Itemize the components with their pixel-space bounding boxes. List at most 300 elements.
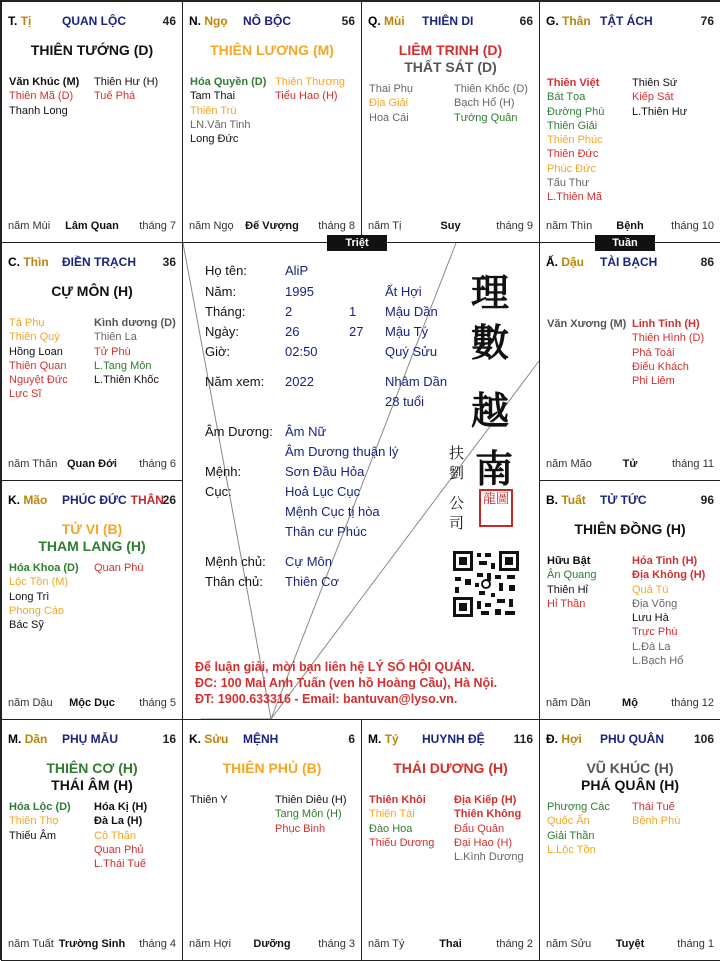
day-can-chi: Mậu Tý bbox=[385, 324, 429, 339]
minor-star: Thiên Hình (D) bbox=[632, 332, 705, 345]
palace-month: tháng 10 bbox=[671, 220, 714, 232]
minor-star: Thiên Đức bbox=[547, 148, 599, 161]
palace-footer bbox=[189, 220, 355, 234]
than-chu-label: Thân chủ: bbox=[205, 574, 263, 589]
palace-month: tháng 2 bbox=[496, 938, 533, 950]
life-stage: Trường Sinh bbox=[58, 938, 126, 950]
minor-star: Đào Hoa bbox=[369, 822, 413, 835]
minor-star: Đường Phù bbox=[547, 105, 605, 118]
major-star: CỰ MÔN (H) bbox=[51, 283, 133, 299]
day-label: Ngày: bbox=[205, 324, 239, 339]
palace-name-text: TẬT ÁCH bbox=[600, 14, 653, 28]
palace-year: năm Dần bbox=[546, 697, 591, 709]
palace-stem: G. bbox=[546, 14, 559, 28]
contact-line-1: Để luận giải, mời bạn liên hệ LÝ SỐ HỘI QUÁN. bbox=[195, 660, 475, 674]
minor-star: Thiên Khôi bbox=[369, 794, 426, 806]
am-duong-value-2: Âm Dương thuận lý bbox=[285, 444, 399, 459]
minor-star: Thiên Phúc bbox=[547, 134, 603, 147]
palace-name-text: PHU QUÂN bbox=[600, 732, 665, 746]
palace-position bbox=[8, 732, 47, 746]
major-star: THIÊN LƯƠNG (M) bbox=[210, 42, 334, 58]
palace-tu-tuc[interactable] bbox=[539, 480, 720, 720]
minor-star: Giải Thần bbox=[547, 829, 595, 842]
minor-star: Phục Binh bbox=[275, 822, 326, 835]
minor-star: Cô Thần bbox=[94, 829, 136, 842]
minor-star: Thiên Diêu (H) bbox=[275, 794, 347, 806]
palace-position bbox=[368, 732, 399, 746]
palace-position bbox=[546, 493, 586, 507]
palace-name bbox=[62, 14, 126, 28]
minor-star: Hóa Lộc (D) bbox=[9, 801, 71, 813]
palace-name-text: TỬ TỨC bbox=[600, 493, 647, 507]
palace-branch: Tý bbox=[384, 732, 399, 746]
palace-year: năm Tị bbox=[368, 220, 402, 232]
palace-year: năm Thân bbox=[8, 458, 58, 470]
minor-star: Trực Phù bbox=[632, 626, 678, 639]
minor-star: Thiên Thọ bbox=[9, 815, 59, 828]
palace-number: 46 bbox=[162, 14, 176, 28]
major-star: VŨ KHÚC (H) bbox=[586, 760, 674, 776]
minor-stars-left bbox=[190, 793, 228, 807]
palace-position bbox=[8, 493, 47, 507]
palace-branch: Tuất bbox=[561, 493, 586, 507]
minor-star: Phi Liêm bbox=[632, 375, 675, 388]
minor-star: Thiên Quan bbox=[9, 359, 67, 372]
minor-stars-left bbox=[369, 82, 413, 125]
qr-code-icon[interactable] bbox=[451, 549, 521, 619]
seal-column-1 bbox=[449, 443, 464, 483]
palace-header bbox=[546, 732, 714, 748]
month-can-chi: Mậu Dần bbox=[385, 304, 438, 319]
year-can-chi: Ất Hợi bbox=[385, 284, 422, 299]
minor-star: L.Thiên Mã bbox=[547, 191, 603, 204]
minor-stars-right bbox=[632, 800, 680, 829]
life-stage: Mộ bbox=[622, 697, 638, 709]
minor-star: Long Đức bbox=[190, 133, 239, 146]
minor-star: Điếu Khách bbox=[632, 360, 689, 373]
palace-position bbox=[189, 14, 228, 28]
minor-star: Đà La (H) bbox=[94, 815, 143, 828]
view-year-label: Năm xem: bbox=[205, 374, 265, 389]
palace-year: năm Tý bbox=[368, 938, 405, 950]
palace-header bbox=[189, 14, 355, 30]
palace-number: 116 bbox=[513, 732, 533, 746]
minor-star: Thanh Long bbox=[9, 104, 68, 117]
contact-phone-email: ĐT: 1900.633316 - Email: bantuvan@lyso.vn. bbox=[195, 692, 458, 706]
minor-star: Hoa Cái bbox=[369, 111, 409, 124]
palace-branch: Mùi bbox=[384, 14, 405, 28]
palace-footer bbox=[8, 458, 176, 472]
minor-stars-left bbox=[547, 317, 626, 331]
minor-star: Thái Tuế bbox=[632, 801, 675, 813]
minor-star: Bệnh Phù bbox=[632, 815, 681, 828]
palace-position bbox=[546, 14, 591, 28]
palace-header bbox=[189, 732, 355, 748]
palace-month: tháng 3 bbox=[318, 938, 355, 950]
palace-name-text: MỆNH bbox=[243, 732, 279, 746]
menh-label: Mệnh: bbox=[205, 464, 242, 479]
menh-chu-value: Cự Môn bbox=[285, 554, 332, 569]
palace-branch: Ngọ bbox=[204, 14, 228, 28]
stamp-text: 龍圖 bbox=[482, 492, 509, 507]
palace-name bbox=[600, 732, 664, 746]
palace-year: năm Dậu bbox=[8, 697, 53, 709]
minor-stars-right bbox=[275, 75, 345, 104]
logo-char-1: 理 bbox=[471, 270, 510, 315]
palace-name-text: PHỤ MẪU bbox=[62, 732, 118, 746]
palace-footer bbox=[546, 220, 714, 234]
palace-footer bbox=[8, 220, 176, 234]
palace-month: tháng 7 bbox=[139, 220, 176, 232]
palace-month: tháng 5 bbox=[139, 697, 176, 709]
palace-header bbox=[8, 732, 176, 748]
minor-star: Phong Cáo bbox=[9, 604, 65, 617]
triet-badge: Triệt bbox=[327, 235, 387, 251]
minor-star: Tiểu Hao (H) bbox=[275, 90, 338, 103]
month-solar: 2 bbox=[285, 304, 293, 319]
palace-year: năm Ngọ bbox=[189, 220, 234, 232]
minor-star: Tang Môn (H) bbox=[275, 808, 342, 821]
palace-stem: M. bbox=[368, 732, 382, 746]
minor-stars-left bbox=[369, 793, 434, 850]
palace-name bbox=[600, 255, 657, 269]
minor-stars-right bbox=[632, 554, 705, 668]
minor-star: L.Bạch Hổ bbox=[632, 655, 684, 668]
minor-stars-right bbox=[454, 82, 528, 125]
tuan-badge: Tuần bbox=[595, 235, 655, 251]
minor-star: Kiếp Sát bbox=[632, 91, 674, 104]
palace-name bbox=[243, 14, 291, 28]
palace-footer bbox=[546, 697, 714, 711]
palace-position bbox=[8, 255, 49, 269]
day-solar: 26 bbox=[285, 324, 300, 339]
minor-star: Địa Kiếp (H) bbox=[454, 794, 517, 806]
palace-month: tháng 4 bbox=[139, 938, 176, 950]
palace-menh[interactable] bbox=[182, 719, 362, 961]
am-duong-label: Âm Dương: bbox=[205, 424, 273, 439]
minor-star: Phá Toái bbox=[632, 346, 675, 359]
minor-star: L.Đà La bbox=[632, 640, 671, 653]
major-star: THAM LANG (H) bbox=[38, 538, 146, 554]
minor-stars-left bbox=[9, 800, 71, 843]
minor-star: Bác Sỹ bbox=[9, 619, 44, 632]
minor-star: Hồng Loan bbox=[9, 345, 63, 358]
minor-stars-left bbox=[9, 561, 79, 632]
palace-branch: Mão bbox=[23, 493, 48, 507]
minor-star: Hóa Quyền (D) bbox=[190, 76, 267, 88]
palace-month: tháng 6 bbox=[139, 458, 176, 470]
palace-header bbox=[8, 255, 176, 271]
month-lunar: 1 bbox=[349, 304, 357, 319]
palace-thien-di[interactable] bbox=[361, 1, 540, 243]
seal-char: 公 bbox=[449, 494, 465, 512]
palace-stem: C. bbox=[8, 255, 20, 269]
minor-star: Ân Quang bbox=[547, 569, 597, 582]
palace-year: năm Tuất bbox=[8, 938, 54, 950]
minor-star: Phượng Các bbox=[547, 801, 610, 813]
month-label: Tháng: bbox=[205, 304, 246, 319]
minor-star: Thiên Hư (H) bbox=[94, 76, 159, 88]
minor-star: Thiên Mã (D) bbox=[9, 90, 74, 103]
minor-star: Thiên La bbox=[94, 331, 137, 344]
minor-star: Tướng Quân bbox=[454, 111, 518, 124]
minor-star: L.Kình Dương bbox=[454, 851, 524, 864]
minor-stars-left bbox=[9, 75, 79, 118]
year-label: Năm: bbox=[205, 284, 237, 299]
palace-header bbox=[368, 14, 533, 30]
palace-name bbox=[62, 255, 136, 269]
minor-star: Lực Sĩ bbox=[9, 388, 42, 401]
palace-footer bbox=[368, 938, 533, 952]
minor-star: Phúc Đức bbox=[547, 162, 596, 175]
minor-stars-left bbox=[547, 76, 604, 205]
palace-header bbox=[8, 493, 176, 509]
life-stage: Quan Đới bbox=[67, 458, 117, 470]
minor-star: Hóa Khoa (D) bbox=[9, 562, 79, 574]
minor-star: Hữu Bật bbox=[547, 555, 591, 567]
name-value: AliP bbox=[285, 263, 309, 278]
palace-branch: Thìn bbox=[23, 255, 49, 269]
day-lunar: 27 bbox=[349, 324, 364, 339]
than-chu-value: Thiên Cơ bbox=[285, 574, 340, 589]
minor-star: Địa Giải bbox=[369, 97, 409, 110]
menh-chu-label: Mệnh chủ: bbox=[205, 554, 266, 569]
palace-month: tháng 1 bbox=[677, 938, 714, 950]
seal-char: 扶 bbox=[449, 444, 465, 462]
palace-position bbox=[8, 14, 31, 28]
minor-star: Thiếu Dương bbox=[369, 836, 435, 849]
palace-name-text: HUYNH ĐỆ bbox=[422, 732, 485, 746]
palace-number: 66 bbox=[519, 14, 533, 28]
palace-position bbox=[546, 732, 582, 746]
palace-year: năm Hợi bbox=[189, 938, 232, 950]
palace-stem: T. bbox=[8, 14, 18, 28]
minor-star: Thiên Hỉ bbox=[547, 583, 588, 596]
name-label: Họ tên: bbox=[205, 263, 247, 278]
life-stage: Thai bbox=[439, 938, 462, 950]
major-star: LIÊM TRINH (D) bbox=[398, 42, 503, 58]
life-stage: Dưỡng bbox=[253, 938, 291, 950]
am-duong-value: Âm Nữ bbox=[285, 424, 327, 439]
view-year-value: 2022 bbox=[285, 374, 314, 389]
minor-star: Thiên Trù bbox=[190, 104, 237, 117]
minor-star: Thiên Thương bbox=[275, 76, 346, 88]
minor-stars-left bbox=[547, 800, 610, 857]
palace-header bbox=[546, 14, 714, 30]
cuc-value: Hoả Lục Cục bbox=[285, 484, 361, 499]
minor-star: Địa Võng bbox=[632, 597, 678, 610]
palace-name bbox=[422, 732, 485, 746]
palace-branch: Dậu bbox=[561, 255, 585, 269]
palace-stem: K. bbox=[8, 493, 20, 507]
palace-phu-mau[interactable] bbox=[1, 719, 183, 961]
life-stage: Đế Vượng bbox=[245, 220, 299, 232]
palace-branch: Sửu bbox=[204, 732, 229, 746]
red-seal-stamp bbox=[479, 489, 513, 527]
palace-stem: Q. bbox=[368, 14, 381, 28]
minor-star: Quả Tú bbox=[632, 583, 669, 596]
minor-star: Linh Tinh (H) bbox=[632, 318, 700, 330]
cuc-value-3: Thân cư Phúc bbox=[285, 524, 367, 539]
palace-year: năm Sửu bbox=[546, 938, 592, 950]
palace-name-text: THIÊN DI bbox=[422, 14, 474, 28]
palace-number: 106 bbox=[693, 732, 714, 746]
logo-char-2: 數 bbox=[471, 320, 510, 365]
major-star: THIÊN CƠ (H) bbox=[46, 760, 138, 776]
view-year-can-chi: Nhâm Dần bbox=[385, 374, 448, 389]
life-stage: Suy bbox=[440, 220, 461, 232]
minor-star: Thiên Quý bbox=[9, 331, 60, 344]
palace-name-text: PHÚC ĐỨC bbox=[62, 493, 127, 507]
seal-char: 劉 bbox=[449, 464, 465, 482]
minor-stars-right bbox=[94, 75, 158, 104]
minor-stars-right bbox=[94, 316, 176, 387]
palace-header bbox=[8, 14, 176, 30]
life-stage: Mộc Dục bbox=[69, 697, 115, 709]
minor-stars-left bbox=[190, 75, 266, 146]
palace-month: tháng 12 bbox=[671, 697, 714, 709]
minor-star: L.Thái Tuế bbox=[94, 858, 146, 871]
minor-star: Bát Tọa bbox=[547, 91, 586, 104]
minor-star: Tả Phụ bbox=[9, 317, 45, 329]
minor-star: Thiên Không bbox=[454, 808, 522, 821]
minor-stars-right bbox=[275, 793, 347, 836]
palace-header bbox=[546, 493, 714, 509]
minor-star: Hỉ Thần bbox=[547, 597, 586, 610]
palace-footer bbox=[546, 938, 714, 952]
minor-star: Tấu Thư bbox=[547, 177, 590, 190]
palace-huynh-de[interactable] bbox=[361, 719, 540, 961]
minor-star: Văn Xương (M) bbox=[547, 318, 627, 330]
minor-star: LN.Văn Tinh bbox=[190, 118, 251, 131]
palace-year: năm Mùi bbox=[8, 220, 51, 232]
minor-star: Thai Phụ bbox=[369, 83, 414, 95]
minor-star: Thiên Giải bbox=[547, 119, 598, 132]
palace-number: 86 bbox=[700, 255, 714, 269]
palace-stem: K. bbox=[189, 732, 201, 746]
palace-header bbox=[368, 732, 533, 748]
major-star: THIÊN PHỦ (B) bbox=[222, 760, 322, 776]
palace-no-boc[interactable] bbox=[182, 1, 362, 243]
minor-star: Long Trì bbox=[9, 590, 50, 603]
minor-star: Lộc Tồn (M) bbox=[9, 576, 69, 589]
palace-name bbox=[243, 732, 278, 746]
palace-number: 76 bbox=[700, 14, 714, 28]
minor-stars-right bbox=[94, 800, 147, 871]
palace-position bbox=[546, 255, 584, 269]
palace-phuc-duc[interactable] bbox=[1, 480, 183, 720]
minor-star: Quốc Ấn bbox=[547, 815, 590, 828]
palace-stem: M. bbox=[8, 732, 22, 746]
minor-stars-right bbox=[632, 76, 687, 119]
contact-address: ĐC: 100 Mai Anh Tuấn (ven hồ Hoàng Cầu), Hà Nội. bbox=[195, 676, 498, 690]
hour-can-chi: Quý Sửu bbox=[385, 344, 438, 359]
palace-name bbox=[600, 493, 647, 507]
major-star: THÁI ÂM (H) bbox=[51, 777, 133, 793]
palace-name-text: ĐIỀN TRẠCH bbox=[62, 255, 136, 269]
palace-stem: B. bbox=[546, 493, 558, 507]
minor-star: Kình dương (D) bbox=[94, 317, 176, 329]
palace-branch: Tị bbox=[20, 14, 32, 28]
minor-star: Nguyệt Đức bbox=[9, 374, 68, 387]
minor-stars-right bbox=[454, 793, 524, 864]
minor-star: Đẩu Quân bbox=[454, 822, 505, 835]
minor-star: Lưu Hà bbox=[632, 612, 669, 625]
major-star: PHÁ QUÂN (H) bbox=[581, 777, 679, 793]
palace-position bbox=[189, 732, 228, 746]
hour-label: Giờ: bbox=[205, 344, 231, 359]
minor-star: Thiên Tài bbox=[369, 808, 415, 821]
minor-stars-left bbox=[9, 316, 68, 402]
palace-year: năm Thìn bbox=[546, 220, 593, 232]
palace-number: 6 bbox=[348, 732, 355, 746]
palace-tat-ach[interactable] bbox=[539, 1, 720, 243]
minor-stars-right bbox=[632, 317, 704, 388]
palace-year: năm Mão bbox=[546, 458, 592, 470]
age-value: 28 tuổi bbox=[385, 394, 425, 409]
palace-month: tháng 8 bbox=[318, 220, 355, 232]
palace-name bbox=[422, 14, 473, 28]
minor-star: Địa Không (H) bbox=[632, 569, 706, 582]
palace-name-text: TÀI BẠCH bbox=[600, 255, 658, 269]
major-star: THÁI DƯƠNG (H) bbox=[393, 760, 508, 776]
minor-star: L.Thiên Hư bbox=[632, 105, 688, 118]
palace-tai-bach[interactable] bbox=[539, 242, 720, 481]
palace-name-text: QUAN LỘC bbox=[62, 14, 126, 28]
palace-phu-quan[interactable] bbox=[539, 719, 720, 961]
minor-star: Thiên Việt bbox=[547, 77, 600, 89]
logo-char-4: 南 bbox=[475, 446, 514, 491]
palace-number: 16 bbox=[162, 732, 176, 746]
palace-number: 56 bbox=[341, 14, 355, 28]
palace-header bbox=[546, 255, 714, 271]
palace-name bbox=[62, 732, 118, 746]
minor-star: Tam Thai bbox=[190, 90, 236, 103]
major-star: THẤT SÁT (D) bbox=[404, 59, 497, 75]
life-stage: Tuyệt bbox=[615, 938, 645, 950]
palace-name bbox=[600, 14, 653, 28]
palace-quan-loc[interactable] bbox=[1, 1, 183, 243]
palace-number: 26 bbox=[162, 493, 176, 507]
palace-branch: Hợi bbox=[561, 732, 582, 746]
logo-char-3: 越 bbox=[471, 388, 510, 433]
minor-star: Quan Phù bbox=[94, 562, 144, 574]
palace-branch: Dần bbox=[24, 732, 48, 746]
major-star: THIÊN TƯỚNG (D) bbox=[30, 42, 154, 58]
minor-star: L.Lộc Tồn bbox=[547, 843, 596, 856]
hour-value: 02:50 bbox=[285, 344, 318, 359]
menh-value: Sơn Đầu Hỏa bbox=[285, 464, 365, 479]
palace-dien-trach[interactable] bbox=[1, 242, 183, 481]
palace-month: tháng 9 bbox=[496, 220, 533, 232]
major-star: TỬ VI (B) bbox=[61, 521, 123, 537]
minor-star: Tuế Phá bbox=[94, 90, 136, 103]
life-stage: Lâm Quan bbox=[65, 220, 119, 232]
minor-stars-left bbox=[547, 554, 597, 611]
palace-footer bbox=[189, 938, 355, 952]
palace-stem: N. bbox=[189, 14, 201, 28]
minor-star: Hỏa Tinh (H) bbox=[632, 555, 698, 567]
minor-star: Thiên Khốc (D) bbox=[454, 83, 528, 95]
palace-footer bbox=[368, 220, 533, 234]
minor-star: Bạch Hổ (H) bbox=[454, 97, 515, 110]
palace-footer bbox=[8, 697, 176, 711]
seal-column-2 bbox=[449, 493, 464, 533]
minor-star: Thiên Y bbox=[190, 794, 228, 806]
palace-footer bbox=[546, 458, 714, 472]
year-value: 1995 bbox=[285, 284, 314, 299]
palace-branch: Thân bbox=[562, 14, 591, 28]
